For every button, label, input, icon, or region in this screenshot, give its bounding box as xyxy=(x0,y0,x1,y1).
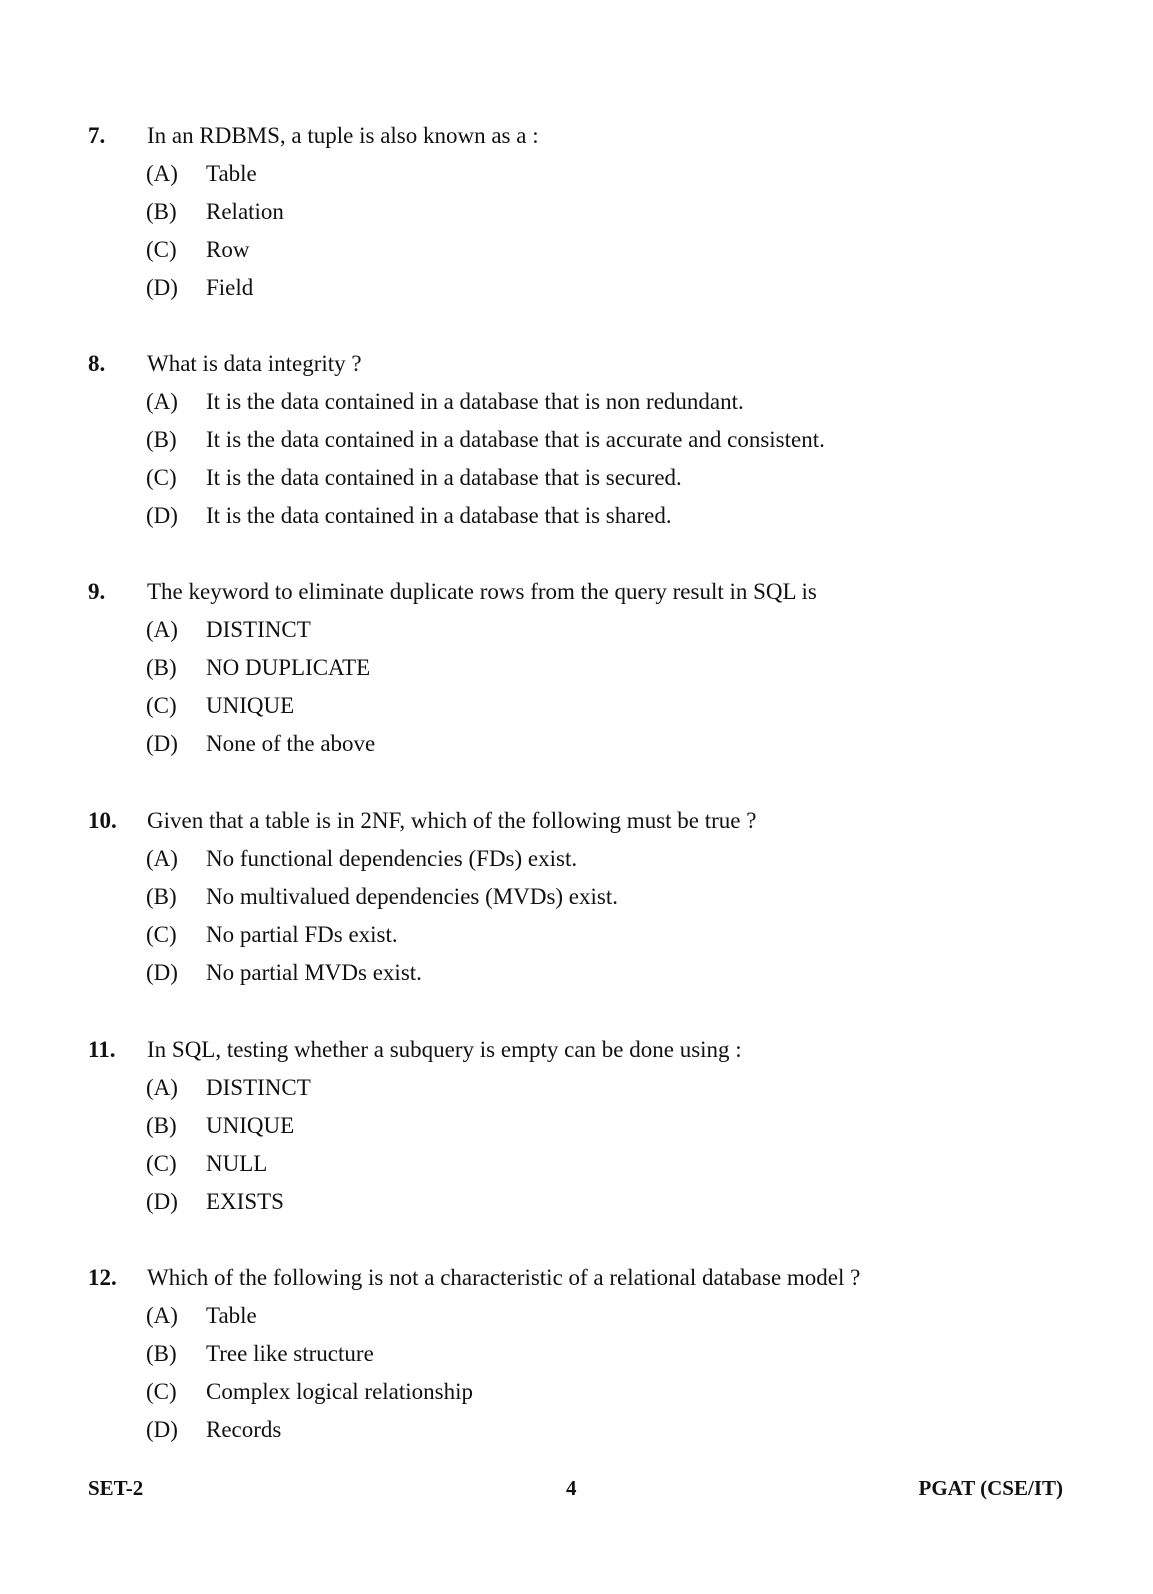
option-text: NO DUPLICATE xyxy=(206,655,371,680)
option-text: Tree like structure xyxy=(206,1341,374,1366)
option-label: (B) xyxy=(146,884,177,909)
option-label: (A) xyxy=(146,389,178,414)
option-text: UNIQUE xyxy=(206,693,295,718)
option-label: (C) xyxy=(146,922,177,947)
option-a xyxy=(0,159,1153,189)
option-text: None of the above xyxy=(206,731,376,756)
option-label: (D) xyxy=(146,1417,178,1442)
question-text: The keyword to eliminate duplicate rows from the query result in SQL is xyxy=(147,579,817,604)
option-c xyxy=(0,1377,1153,1407)
option-label: (A) xyxy=(146,1075,178,1100)
option-d xyxy=(0,1187,1153,1217)
option-text: No partial MVDs exist. xyxy=(206,960,422,985)
question-text: What is data integrity ? xyxy=(147,351,362,376)
question-text: In an RDBMS, a tuple is also known as a : xyxy=(147,123,539,148)
option-text: Row xyxy=(206,237,250,262)
option-label: (C) xyxy=(146,1151,177,1176)
option-text: Records xyxy=(206,1417,282,1442)
question-number: 7. xyxy=(88,123,106,148)
option-text: EXISTS xyxy=(206,1189,284,1214)
question-stem xyxy=(0,1035,1153,1065)
option-label: (C) xyxy=(146,1379,177,1404)
option-d xyxy=(0,729,1153,759)
set-code: SET-2 xyxy=(88,1476,144,1500)
option-label: (C) xyxy=(146,237,177,262)
option-label: (D) xyxy=(146,960,178,985)
option-text: DISTINCT xyxy=(206,617,311,642)
option-label: (A) xyxy=(146,617,178,642)
option-d xyxy=(0,501,1153,531)
option-a xyxy=(0,387,1153,417)
option-a xyxy=(0,844,1153,874)
option-label: (A) xyxy=(146,161,178,186)
option-text: NULL xyxy=(206,1151,268,1176)
question-number: 9. xyxy=(88,579,106,604)
question-stem xyxy=(0,806,1153,836)
option-text: Table xyxy=(206,1303,257,1328)
option-text: UNIQUE xyxy=(206,1113,295,1138)
option-label: (B) xyxy=(146,1113,177,1138)
question-number: 11. xyxy=(88,1037,116,1062)
page-footer xyxy=(0,1473,1153,1503)
option-c xyxy=(0,1149,1153,1179)
option-d xyxy=(0,1415,1153,1445)
option-label: (C) xyxy=(146,465,177,490)
option-label: (B) xyxy=(146,427,177,452)
option-text: No multivalued dependencies (MVDs) exist. xyxy=(206,884,618,909)
option-d xyxy=(0,273,1153,303)
option-label: (B) xyxy=(146,655,177,680)
page-number: 4 xyxy=(566,1476,577,1500)
option-label: (B) xyxy=(146,1341,177,1366)
option-d xyxy=(0,958,1153,988)
option-b xyxy=(0,425,1153,455)
question-number: 8. xyxy=(88,351,106,376)
option-text: No partial FDs exist. xyxy=(206,922,398,947)
option-b xyxy=(0,1111,1153,1141)
option-label: (D) xyxy=(146,275,178,300)
option-a xyxy=(0,615,1153,645)
question-number: 10. xyxy=(88,808,117,833)
question-stem xyxy=(0,121,1153,151)
option-c xyxy=(0,463,1153,493)
question-number: 12. xyxy=(88,1265,117,1290)
option-text: Field xyxy=(206,275,254,300)
option-label: (A) xyxy=(146,1303,178,1328)
option-text: DISTINCT xyxy=(206,1075,311,1100)
option-b xyxy=(0,653,1153,683)
option-label: (B) xyxy=(146,199,177,224)
question-stem xyxy=(0,1263,1153,1293)
option-c xyxy=(0,691,1153,721)
option-label: (D) xyxy=(146,731,178,756)
option-text: Relation xyxy=(206,199,284,224)
option-label: (D) xyxy=(146,503,178,528)
option-label: (A) xyxy=(146,846,178,871)
option-a xyxy=(0,1073,1153,1103)
option-text: It is the data contained in a database that is secured. xyxy=(206,465,682,490)
option-c xyxy=(0,920,1153,950)
option-c xyxy=(0,235,1153,265)
question-stem xyxy=(0,349,1153,379)
question-stem xyxy=(0,577,1153,607)
option-b xyxy=(0,1339,1153,1369)
option-a xyxy=(0,1301,1153,1331)
option-label: (C) xyxy=(146,693,177,718)
option-text: It is the data contained in a database that is non redundant. xyxy=(206,389,744,414)
question-text: Which of the following is not a characteristic of a relational database model ? xyxy=(147,1265,861,1290)
option-label: (D) xyxy=(146,1189,178,1214)
option-text: It is the data contained in a database that is shared. xyxy=(206,503,672,528)
option-text: Table xyxy=(206,161,257,186)
option-text: Complex logical relationship xyxy=(206,1379,474,1404)
option-text: It is the data contained in a database that is accurate and consistent. xyxy=(206,427,825,452)
option-text: No functional dependencies (FDs) exist. xyxy=(206,846,578,871)
question-text: Given that a table is in 2NF, which of the following must be true ? xyxy=(147,808,757,833)
question-text: In SQL, testing whether a subquery is empty can be done using : xyxy=(147,1037,742,1062)
option-b xyxy=(0,197,1153,227)
option-b xyxy=(0,882,1153,912)
paper-code: PGAT (CSE/IT) xyxy=(918,1476,1063,1500)
